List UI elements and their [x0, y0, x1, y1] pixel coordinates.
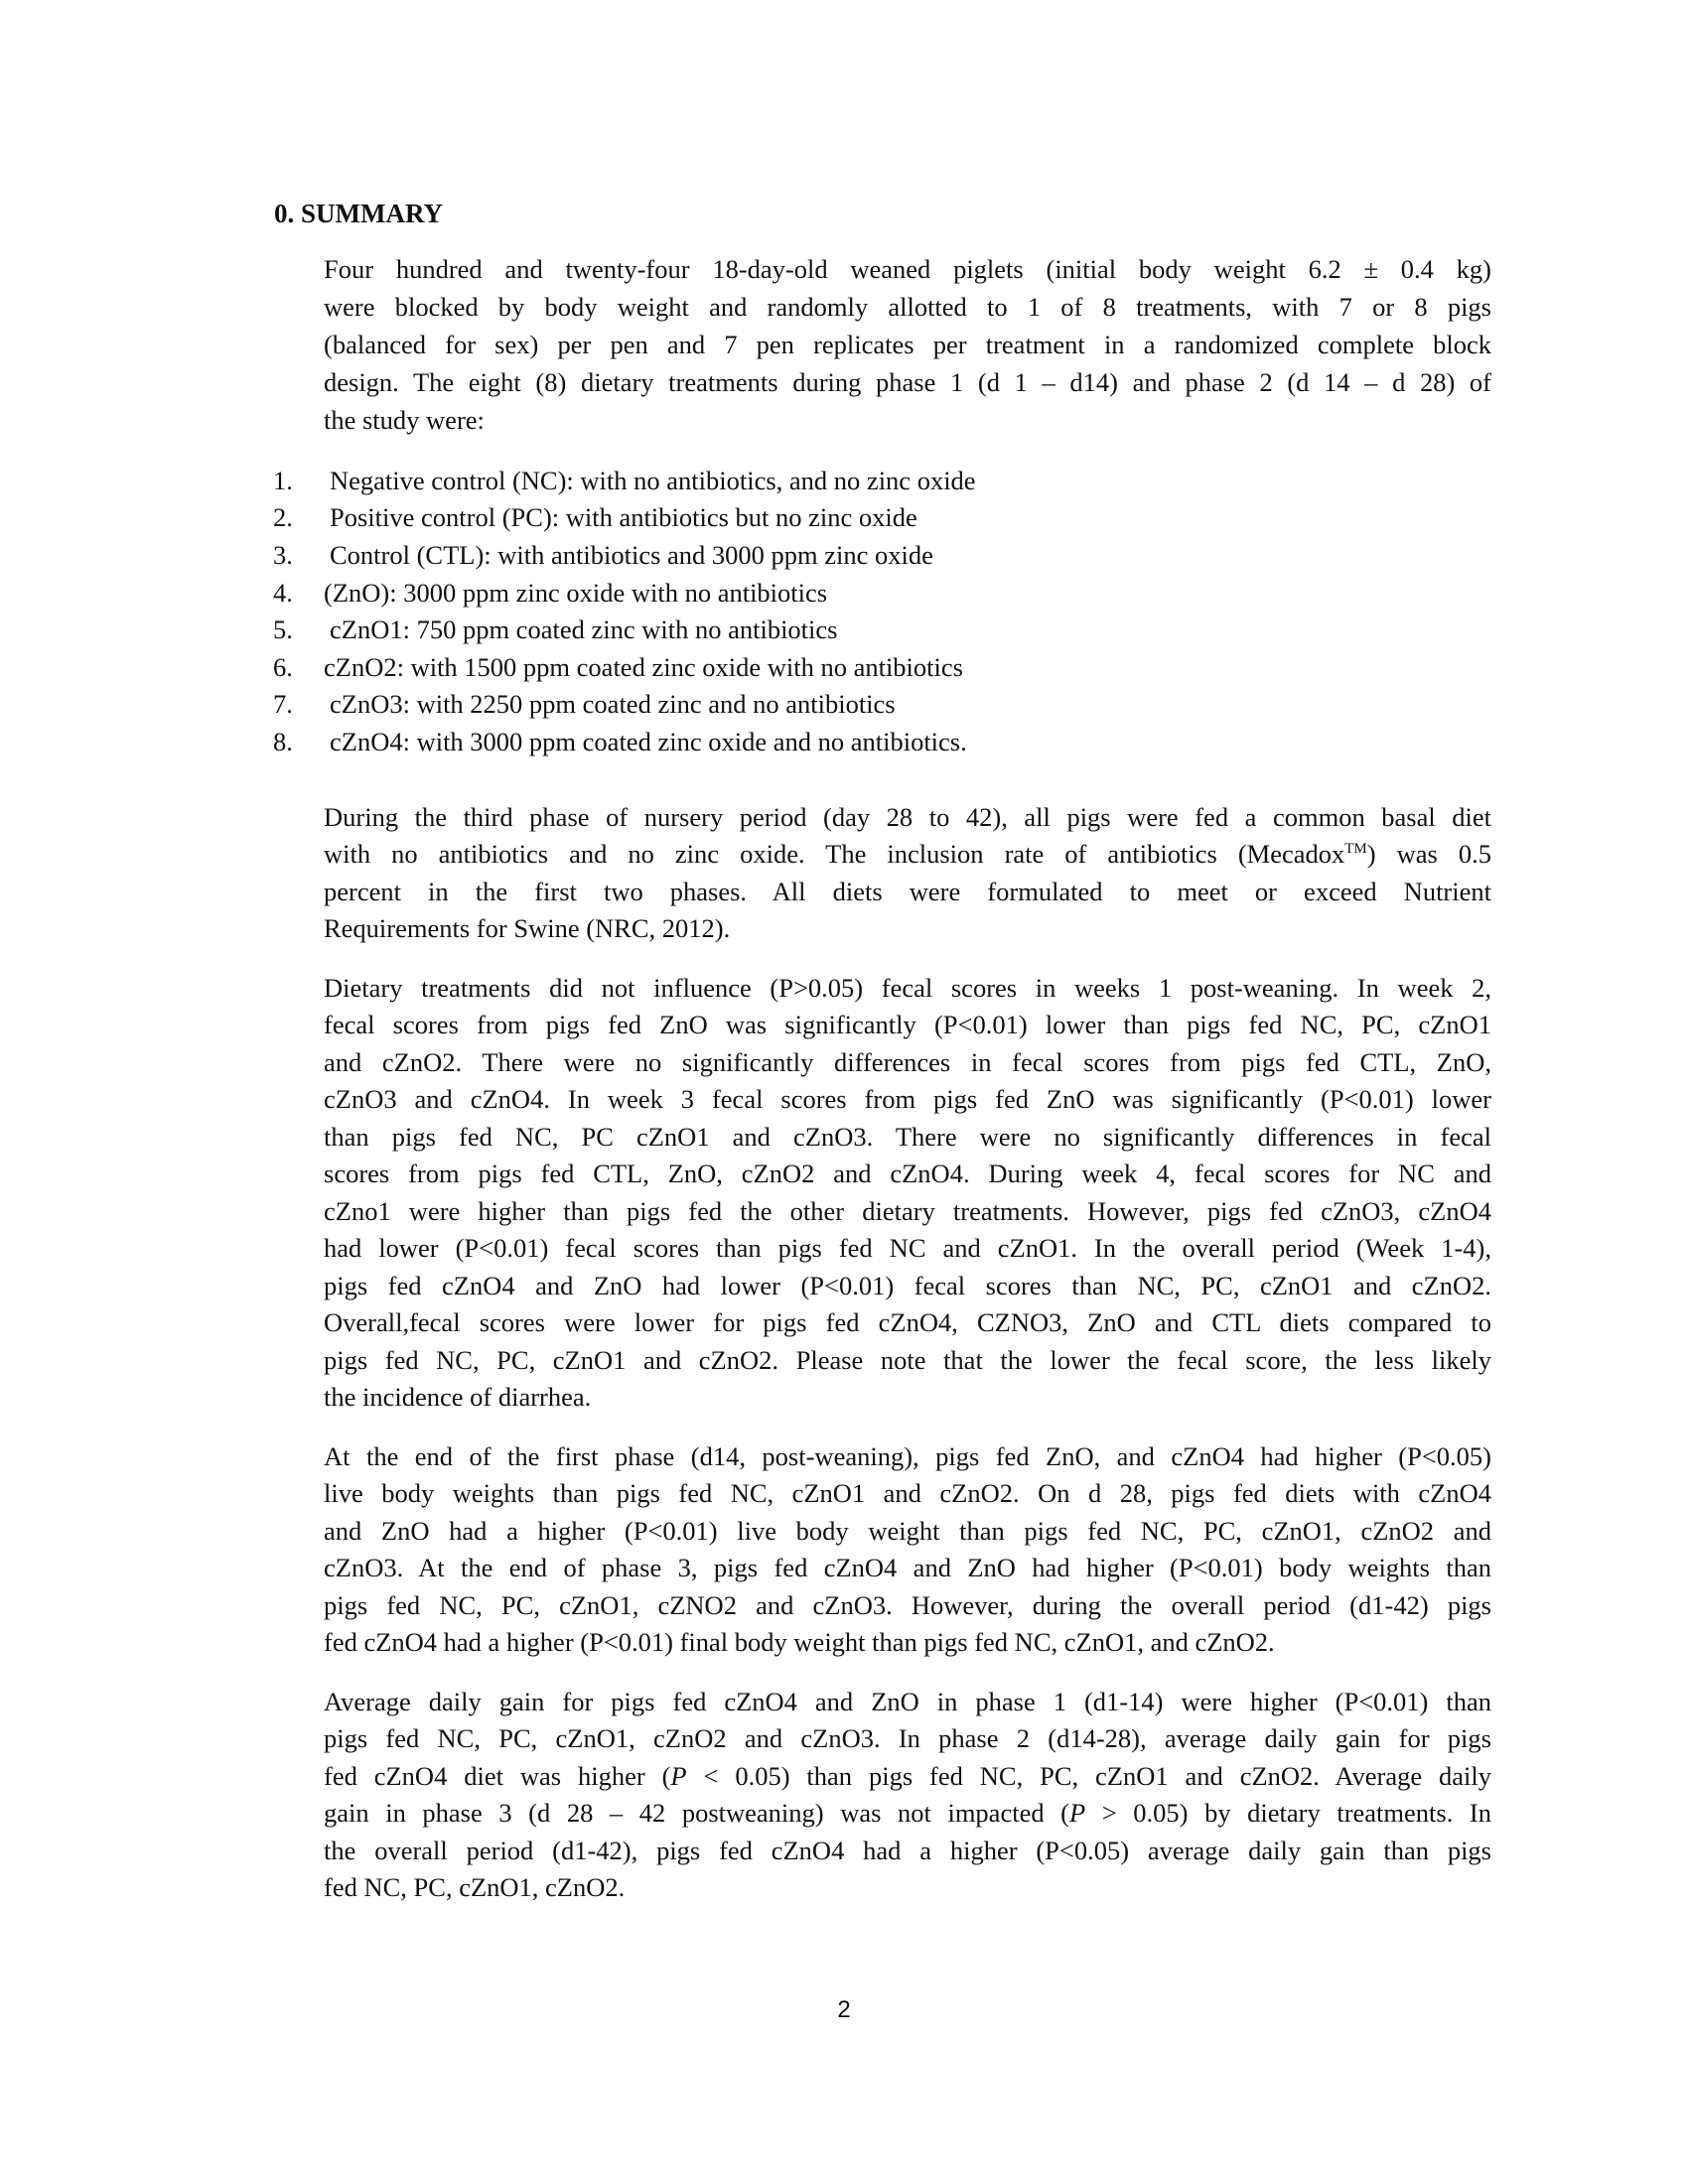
list-number: 8. [273, 727, 293, 756]
text-line: and ZnO had a higher (P<0.01) live body weight than pigs fed NC, PC, cZnO1, cZnO2 and [324, 1516, 1491, 1546]
text-line: fed NC, PC, cZnO1, cZnO2. [324, 1872, 626, 1902]
list-text: (ZnO): 3000 ppm zinc oxide with no antibiotics [324, 578, 828, 608]
text-line: than pigs fed NC, PC cZnO1 and cZnO3. There were no significantly differences in fecal [324, 1122, 1491, 1152]
text-line: percent in the first two phases. All diets were formulated to meet or exceed Nutrient [324, 877, 1491, 906]
text-line: Dietary treatments did not influence (P>0.05) fecal scores in weeks 1 post-weaning. In week 2, [324, 973, 1491, 1003]
text-line: pigs fed NC, PC, cZnO1 and cZnO2. Please note that the lower the fecal score, the less likely [324, 1345, 1491, 1375]
italic-p: P [1069, 1798, 1086, 1828]
text-line [324, 1758, 1491, 1796]
list-text: cZnO3: with 2250 ppm coated zinc and no antibiotics [330, 689, 896, 719]
text-run: > 0.05) by dietary treatments. In [1085, 1798, 1492, 1828]
section-heading: 0. SUMMARY [274, 199, 444, 228]
text-line: the incidence of diarrhea. [324, 1382, 592, 1412]
text-run: fed cZnO4 diet was higher ( [324, 1761, 671, 1791]
italic-p: P [670, 1761, 687, 1791]
list-number: 6. [273, 652, 293, 682]
list-number: 2. [273, 502, 293, 532]
text-line: Four hundred and twenty-four 18-day-old weaned piglets (initial body weight 6.2 ± 0.4 kg) [324, 254, 1491, 284]
text-line: Requirements for Swine (NRC, 2012). [324, 913, 731, 943]
list-text: cZnO2: with 1500 ppm coated zinc oxide with no antibiotics [324, 652, 963, 682]
text-line: fecal scores from pigs fed ZnO was significantly (P<0.01) lower than pigs fed NC, PC, cZnO1 [324, 1010, 1491, 1039]
text-line: and cZnO2. There were no significantly differences in fecal scores from pigs fed CTL, ZnO, [324, 1047, 1491, 1077]
text-run: < 0.05) than pigs fed NC, PC, cZnO1 and cZnO2. Average daily [686, 1761, 1492, 1791]
text-line: During the third phase of nursery period (day 28 to 42), all pigs were fed a common basal diet [324, 802, 1491, 832]
text-line: cZno1 were higher than pigs fed the other dietary treatments. However, pigs fed cZnO3, cZnO4 [324, 1196, 1491, 1226]
text-line: had lower (P<0.01) fecal scores than pigs fed NC and cZnO1. In the overall period (Week 1-4), [324, 1233, 1491, 1263]
list-text: cZnO4: with 3000 ppm coated zinc oxide and no antibiotics. [330, 727, 967, 756]
text-line: scores from pigs fed CTL, ZnO, cZnO2 and cZnO4. During week 4, fecal scores for NC and [324, 1159, 1491, 1188]
text-line: pigs fed cZnO4 and ZnO had lower (P<0.01) fecal scores than NC, PC, cZnO1 and cZnO2. [324, 1271, 1491, 1300]
list-text: Control (CTL): with antibiotics and 3000 ppm zinc oxide [330, 540, 933, 570]
page-number: 2 [837, 1996, 851, 2023]
text-line: Average daily gain for pigs fed cZnO4 and ZnO in phase 1 (d1-14) were higher (P<0.01) than [324, 1687, 1491, 1716]
text-line: pigs fed NC, PC, cZnO1, cZNO2 and cZnO3. However, during the overall period (d1-42) pigs [324, 1590, 1491, 1620]
trademark-superscript: TM [1344, 841, 1367, 857]
text-line: design. The eight (8) dietary treatments during phase 1 (d 1 – d14) and phase 2 (d 14 – d 28) of [324, 367, 1491, 397]
text-line: fed cZnO4 had a higher (P<0.01) final body weight than pigs fed NC, cZnO1, and cZnO2. [324, 1627, 1275, 1657]
list-number: 5. [273, 614, 293, 644]
text-line: the study were: [324, 405, 485, 435]
list-number: 3. [273, 540, 293, 570]
text-line: (balanced for sex) per pen and 7 pen replicates per treatment in a randomized complete block [324, 330, 1491, 359]
text-line: the overall period (d1-42), pigs fed cZnO4 had a higher (P<0.05) average daily gain than pigs [324, 1836, 1491, 1865]
text-line: At the end of the first phase (d14, post-weaning), pigs fed ZnO, and cZnO4 had higher (P<0.05) [324, 1441, 1491, 1471]
list-number: 4. [273, 578, 293, 608]
list-text: Positive control (PC): with antibiotics but no zinc oxide [330, 502, 917, 532]
list-text: Negative control (NC): with no antibiotics, and no zinc oxide [330, 466, 976, 495]
text-run: ) was 0.5 [1366, 839, 1491, 869]
list-number: 7. [273, 689, 293, 719]
list-number: 1. [273, 466, 293, 495]
text-line: pigs fed NC, PC, cZnO1, cZnO2 and cZnO3. In phase 2 (d14-28), average daily gain for pigs [324, 1723, 1491, 1753]
list-text: cZnO1: 750 ppm coated zinc with no antibiotics [330, 614, 838, 644]
text-line: cZnO3 and cZnO4. In week 3 fecal scores from pigs fed ZnO was significantly (P<0.01) lower [324, 1084, 1491, 1114]
text-line: cZnO3. At the end of phase 3, pigs fed cZnO4 and ZnO had higher (P<0.01) body weights than [324, 1553, 1491, 1582]
text-line: live body weights than pigs fed NC, cZnO1 and cZnO2. On d 28, pigs fed diets with cZnO4 [324, 1478, 1491, 1508]
text-line [324, 836, 1491, 874]
text-line [324, 1795, 1491, 1833]
text-line: were blocked by body weight and randomly allotted to 1 of 8 treatments, with 7 or 8 pigs [324, 292, 1491, 322]
text-line: Overall,fecal scores were lower for pigs fed cZnO4, CZNO3, ZnO and CTL diets compared to [324, 1307, 1491, 1337]
text-run: with no antibiotics and no zinc oxide. The inclusion rate of antibiotics (Mecadox [324, 839, 1345, 869]
text-run: gain in phase 3 (d 28 – 42 postweaning) was not impacted ( [324, 1798, 1069, 1828]
